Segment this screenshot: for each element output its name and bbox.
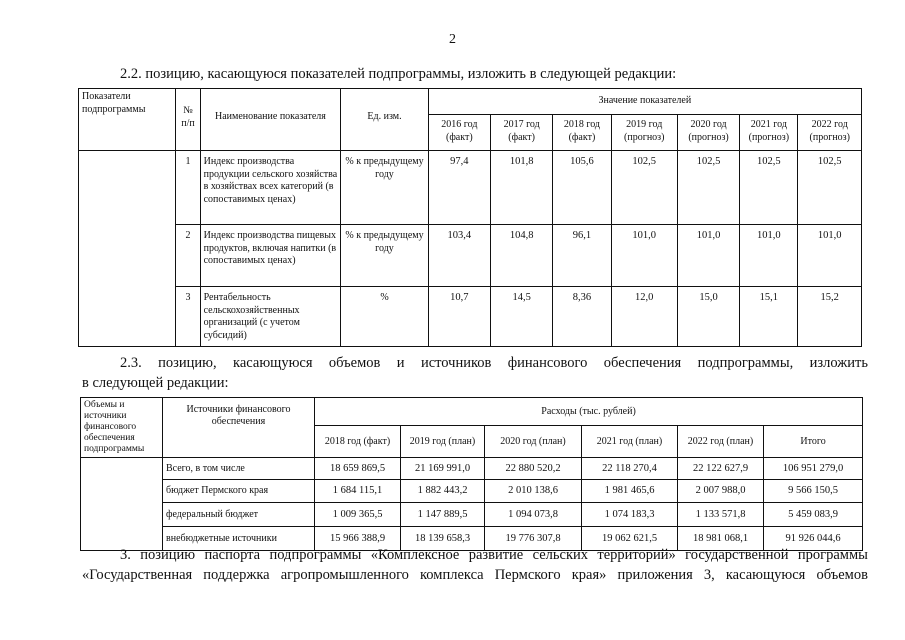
header-volumes-sources: Объемы и источники финансового обеспечения подпрограммы	[81, 398, 163, 458]
indicator-name: Индекс производства пищевых продуктов, включая напитки (в сопоставимых ценах)	[200, 225, 341, 287]
expense-value: 22 118 270,4	[582, 458, 678, 480]
section-2-3-line2: в следующей редакции:	[82, 375, 229, 391]
table-row	[81, 503, 863, 527]
year-header: 2016 год (факт)	[428, 115, 490, 151]
indicator-value: 15,2	[798, 287, 862, 347]
section-3-line1: 3. позицию паспорта подпрограммы «Комплексное развитие сельских территорий» государственной программы	[120, 547, 868, 563]
section-2-3-text	[82, 353, 868, 393]
table-row	[79, 287, 862, 347]
expense-value: 5 459 083,9	[764, 503, 863, 527]
year-header: 2021 год (план)	[582, 426, 678, 458]
expense-value: 18 659 869,5	[315, 458, 401, 480]
funding-source: Всего, в том числе	[163, 458, 315, 480]
expense-value: 18 981 068,1	[678, 527, 764, 551]
indicator-value: 103,4	[428, 225, 490, 287]
indicator-value: 104,8	[491, 225, 553, 287]
row-number: 2	[176, 225, 200, 287]
header-number: № п/п	[176, 89, 200, 151]
section-3-text	[82, 545, 868, 585]
expense-value: 18 139 658,3	[401, 527, 485, 551]
indicator-value: 101,0	[740, 225, 798, 287]
row-number: 1	[176, 151, 200, 225]
header-indicator-name: Наименование показателя	[200, 89, 341, 151]
indicator-value: 105,6	[553, 151, 611, 225]
indicators-table	[78, 88, 862, 347]
section-2-2-text: 2.2. позицию, касающуюся показателей подпрограммы, изложить в следующей редакции:	[120, 66, 677, 82]
expense-value: 22 880 520,2	[485, 458, 582, 480]
year-header: 2020 год (прогноз)	[677, 115, 739, 151]
indicator-value: 8,36	[553, 287, 611, 347]
indicator-value: 15,0	[677, 287, 739, 347]
expense-value: 19 776 307,8	[485, 527, 582, 551]
indicator-value: 101,8	[491, 151, 553, 225]
indicator-name: Рентабельность сельскохозяйственных организаций (с учетом субсидий)	[200, 287, 341, 347]
section-2-3-line1: 2.3. позицию, касающуюся объемов и источников финансового обеспечения подпрограммы, изложить	[120, 355, 868, 371]
table-row	[81, 458, 863, 480]
expense-value: 1 147 889,5	[401, 503, 485, 527]
expense-value: 1 981 465,6	[582, 480, 678, 503]
row-number: 3	[176, 287, 200, 347]
indicator-value: 14,5	[491, 287, 553, 347]
expense-value: 22 122 627,9	[678, 458, 764, 480]
indicator-value: 10,7	[428, 287, 490, 347]
indicator-value: 102,5	[677, 151, 739, 225]
expense-value: 1 882 443,2	[401, 480, 485, 503]
indicator-value: 15,1	[740, 287, 798, 347]
expense-value: 1 009 365,5	[315, 503, 401, 527]
expense-value: 106 951 279,0	[764, 458, 863, 480]
year-header: 2018 год (факт)	[553, 115, 611, 151]
indicator-unit: % к предыдущему году	[341, 225, 428, 287]
year-header: Итого	[764, 426, 863, 458]
indicator-unit: %	[341, 287, 428, 347]
expense-value: 21 169 991,0	[401, 458, 485, 480]
year-header: 2019 год (прогноз)	[611, 115, 677, 151]
expense-value: 91 926 044,6	[764, 527, 863, 551]
year-header: 2019 год (план)	[401, 426, 485, 458]
indicator-value: 102,5	[798, 151, 862, 225]
expense-value: 9 566 150,5	[764, 480, 863, 503]
table-row	[79, 225, 862, 287]
year-header: 2022 год (план)	[678, 426, 764, 458]
header-expenses: Расходы (тыс. рублей)	[315, 398, 863, 426]
indicator-value: 12,0	[611, 287, 677, 347]
indicator-name: Индекс производства продукции сельского хозяйства в хозяйствах всех категорий (в сопоставимых ценах)	[200, 151, 341, 225]
funding-source: федеральный бюджет	[163, 503, 315, 527]
page-number: 2	[449, 32, 456, 47]
header-values: Значение показателей	[428, 89, 861, 115]
section-3-line2: «Государственная поддержка агропромышленного комплекса Пермского края» приложения 3, касающуюся объемов	[82, 567, 868, 583]
header-funding-sources: Источники финансового обеспечения	[163, 398, 315, 458]
table-row	[79, 151, 862, 225]
expense-value: 1 684 115,1	[315, 480, 401, 503]
year-header: 2020 год (план)	[485, 426, 582, 458]
finance-table	[80, 397, 863, 551]
expense-value: 2 010 138,6	[485, 480, 582, 503]
indicator-value: 97,4	[428, 151, 490, 225]
expense-value: 1 094 073,8	[485, 503, 582, 527]
indicator-unit: % к предыдущему году	[341, 151, 428, 225]
indicator-value: 101,0	[611, 225, 677, 287]
indicator-value: 102,5	[611, 151, 677, 225]
expense-value: 1 074 183,3	[582, 503, 678, 527]
funding-source: бюджет Пермского края	[163, 480, 315, 503]
year-header: 2017 год (факт)	[491, 115, 553, 151]
expense-value: 15 966 388,9	[315, 527, 401, 551]
header-program-indicators: Показатели подпрограммы	[79, 89, 176, 151]
header-unit: Ед. изм.	[341, 89, 428, 151]
year-header: 2018 год (факт)	[315, 426, 401, 458]
funding-source: внебюджетные источники	[163, 527, 315, 551]
table-row	[81, 480, 863, 503]
expense-value: 19 062 621,5	[582, 527, 678, 551]
expense-value: 1 133 571,8	[678, 503, 764, 527]
indicator-value: 101,0	[798, 225, 862, 287]
indicator-value: 96,1	[553, 225, 611, 287]
expense-value: 2 007 988,0	[678, 480, 764, 503]
indicator-value: 102,5	[740, 151, 798, 225]
indicator-value: 101,0	[677, 225, 739, 287]
year-header: 2022 год (прогноз)	[798, 115, 862, 151]
year-header: 2021 год (прогноз)	[740, 115, 798, 151]
